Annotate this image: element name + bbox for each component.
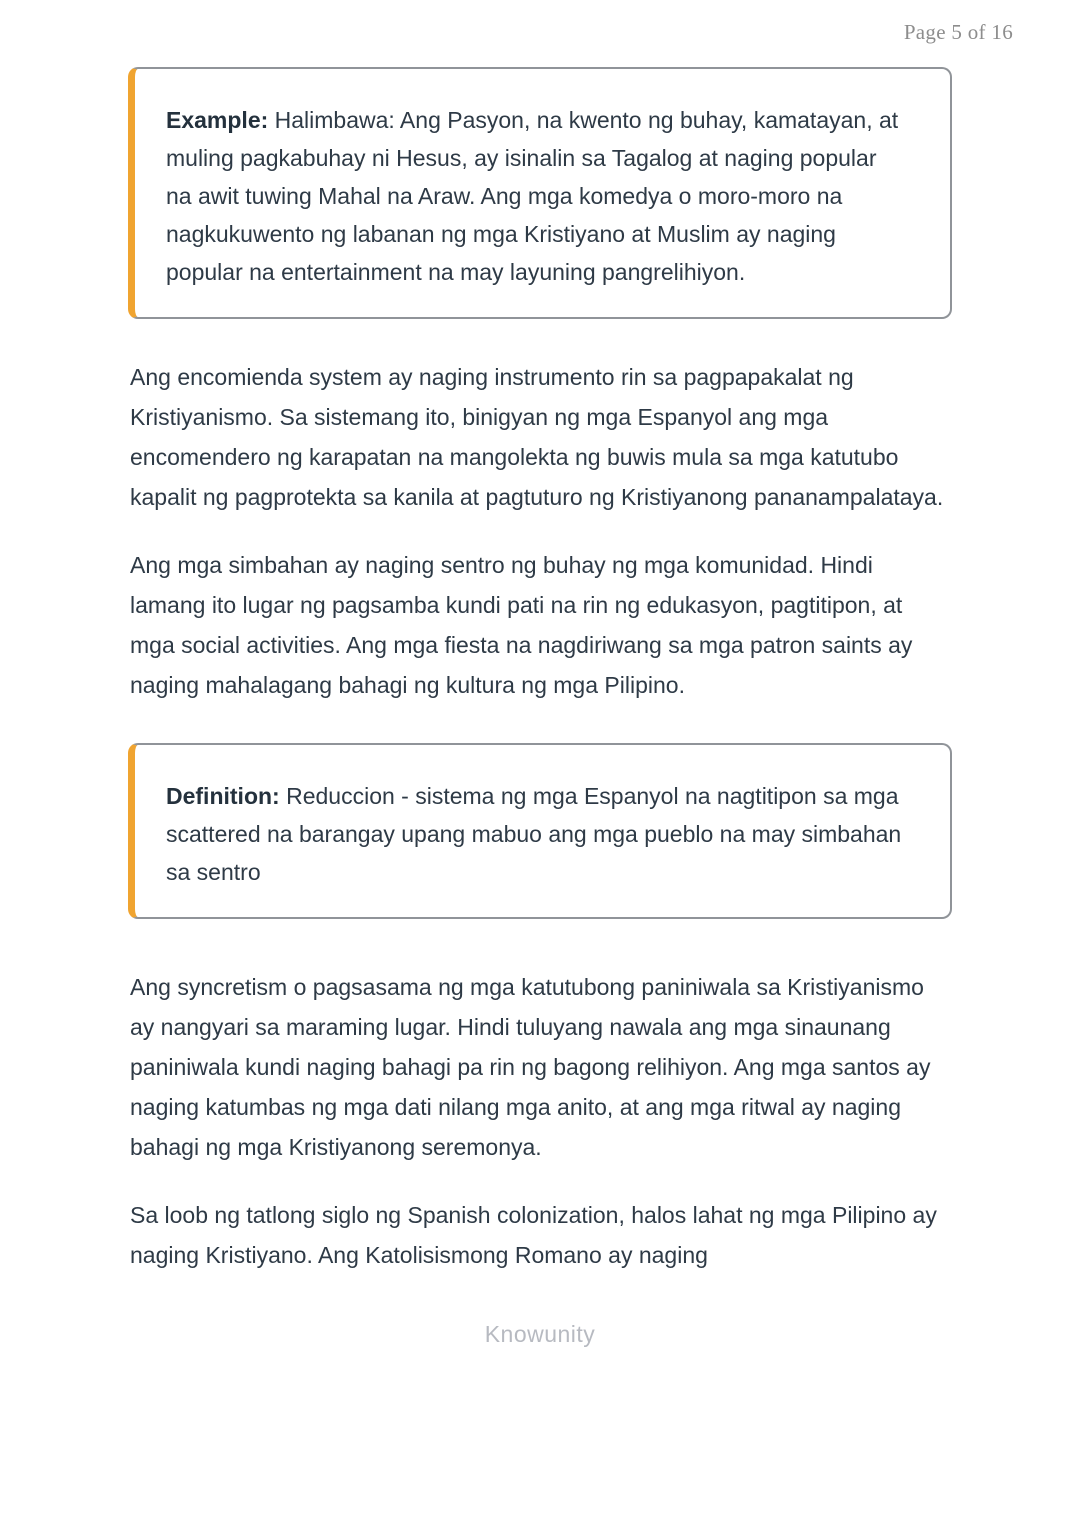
example-callout-box (128, 67, 952, 319)
example-callout-text: Halimbawa: Ang Pasyon, na kwento ng buhay, kamatayan, at muling pagkabuhay ni Hesus, ay isinalin sa Tagalog at naging popular na awit tuwing Mahal na Araw. Ang mga komedya o moro-moro na nagkukuwento ng labanan ng mga Kristiyano at Muslim ay naging popular na entertainment na may layuning pangrelihiyon. (166, 107, 899, 285)
paragraph-simbahan: Ang mga simbahan ay naging sentro ng buhay ng mga komunidad. Hindi lamang ito lugar ng pagsamba kundi pati na rin ng edukasyon, pagtitipon, at mga social activities. Ang mga fiesta na nagdiriwang sa mga patron saints ay naging mahalagang bahagi ng kultura ng mga Pilipino. (130, 552, 913, 698)
page-header (0, 0, 1080, 46)
definition-callout-label: Definition: (166, 783, 280, 809)
paragraph-colonization: Sa loob ng tatlong siglo ng Spanish colonization, halos lahat ng mga Pilipino ay naging Kristiyano. Ang Katolisismong Romano ay naging (130, 1202, 937, 1268)
footer-brand-watermark: Knowunity (484, 1321, 596, 1347)
definition-callout-text: Reduccion - sistema ng mga Espanyol na nagtitipon sa mga scattered na barangay upang mabuo ang mga pueblo na may simbahan sa sentro (166, 783, 902, 885)
paragraph-encomienda: Ang encomienda system ay naging instrumento rin sa pagpapakalat ng Kristiyanismo. Sa sistemang ito, binigyan ng mga Espanyol ang mga encomendero ng karapatan na mangolekta ng buwis mula sa mga katutubo kapalit ng pagprotekta sa kanila at pagtuturo ng Kristiyanong pananampalataya. (130, 364, 944, 510)
definition-callout-box (128, 743, 952, 919)
page-footer (0, 1321, 1080, 1348)
paragraph-syncretism: Ang syncretism o pagsasama ng mga katutubong paniniwala sa Kristiyanismo ay nangyari sa maraming lugar. Hindi tuluyang nawala ang mga sinaunang paniniwala kundi naging bahagi pa rin ng bagong relihiyon. Ang mga santos ay naging katumbas ng mga dati nilang mga anito, at ang mga ritwal ay naging bahagi ng mga Kristiyanong seremonya. (130, 974, 931, 1160)
example-callout-label: Example: (166, 107, 269, 133)
page-number-indicator: Page 5 of 16 (903, 20, 1013, 44)
page-content (128, 67, 952, 1275)
